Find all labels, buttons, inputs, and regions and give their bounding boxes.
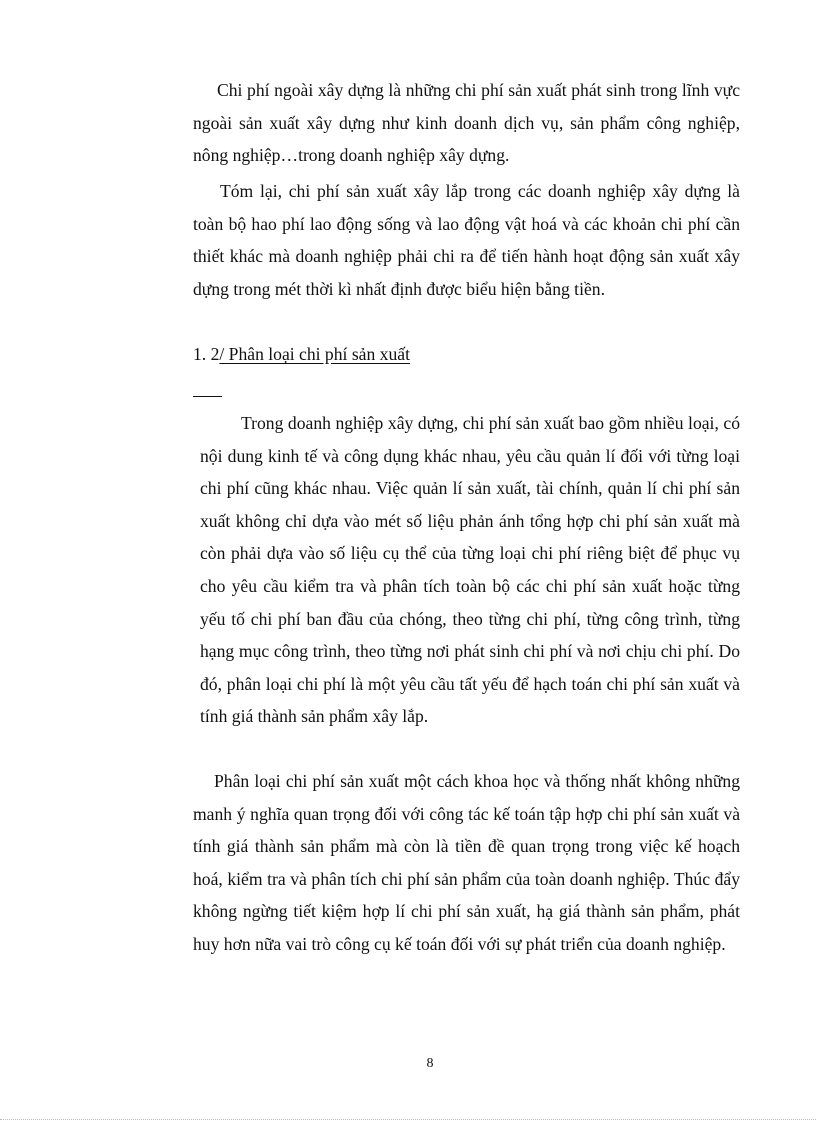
page-number: 8: [426, 1056, 434, 1071]
paragraph-classification-importance: Phân loại chi phí sản xuất một cách khoa học và thống nhất không những manh ý nghĩa quan trọng đối với công tác kế toán tập hợp chi phí sản xuất và tính giá thành sản phẩm mà còn là tiền đề quan trọng trong việc kế hoạch hoá, kiểm tra và phân tích chi phí sản phẩm của toàn doanh nghiệp. Thúc đẩy không ngừng tiết kiệm hợp lí chi phí sản xuất, hạ giá thành sản phẩm, phát huy hơn nữa vai trò công cụ kế toán đối với sự phát triển của doanh nghiệp.: [193, 771, 740, 954]
section-heading-title: / Phân loại chi phí sản xuất: [219, 344, 410, 364]
paragraph-summary: Tóm lại, chi phí sản xuất xây lắp trong các doanh nghiệp xây dựng là toàn bộ hao phí lao động sống và lao động vật hoá và các khoản chi phí cần thiết khác mà doanh nghiệp phải chi ra để tiến hành hoạt động sản xuất xây dựng trong mét thời kì nhất định được biểu hiện bằng tiền.: [193, 181, 740, 299]
section-heading: [193, 338, 410, 371]
paragraph-cost-classification: Trong doanh nghiệp xây dựng, chi phí sản xuất bao gồm nhiều loại, có nội dung kinh tế và công dụng khác nhau, yêu cầu quản lí đối với từng loại chi phí cũng khác nhau. Việc quản lí sản xuất, tài chính, quản lí chi phí sản xuất không chỉ dựa vào mét số liệu phản ánh tổng hợp chi phí sản xuất mà còn phải dựa vào số liệu cụ thể của từng loại chi phí riêng biệt để phục vụ cho yêu cầu kiểm tra và phân tích toàn bộ các chi phí sản xuất hoặc từng yếu tố chi phí ban đầu của chóng, theo từng chi phí, từng công trình, từng hạng mục công trình, theo từng nơi phát sinh chi phí và nơi chịu chi phí. Do đó, phân loại chi phí là một yêu cầu tất yếu để hạch toán chi phí sản xuất và tính giá thành sản phẩm xây lắp.: [200, 413, 740, 727]
section-heading-number: 1. 2: [193, 344, 220, 364]
page-bottom-border: [0, 1119, 816, 1120]
short-rule-divider: [193, 396, 222, 397]
paragraph-non-construction-costs: Chi phí ngoài xây dựng là những chi phí sản xuất phát sinh trong lĩnh vực ngoài sản xuất xây dựng như kinh doanh dịch vụ, sản phẩm công nghiệp, nông nghiệp…trong doanh nghiệp xây dựng.: [193, 80, 740, 166]
